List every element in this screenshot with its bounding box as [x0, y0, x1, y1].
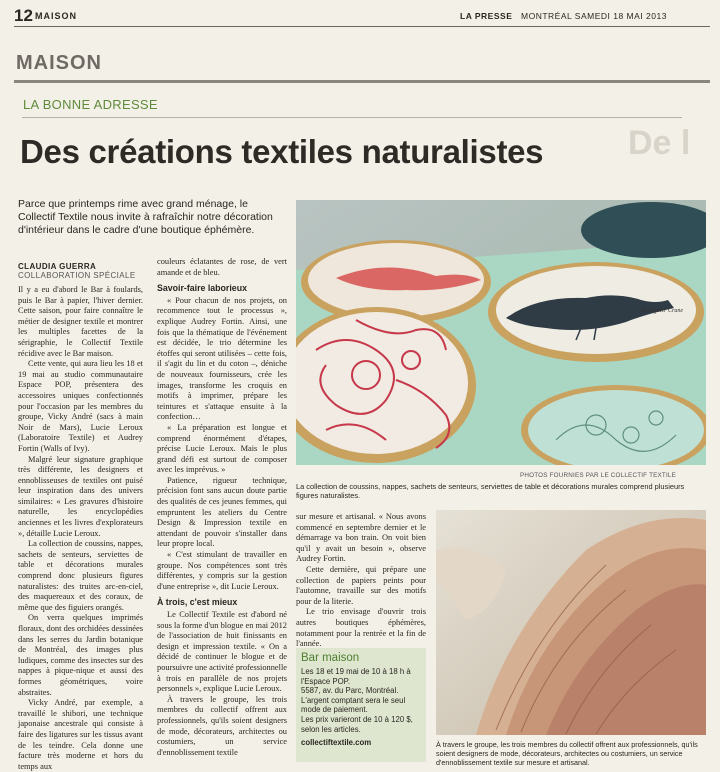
column-3	[296, 512, 426, 650]
page-number: 12	[14, 6, 33, 25]
column-2	[157, 257, 287, 758]
infobox-line: L'argent comptant sera le seul mode de paiement.	[301, 695, 406, 715]
header-section: MAISON	[35, 11, 77, 21]
infobox-title: Bar maison	[301, 652, 360, 664]
paragraph: « La préparation est longue et comprend énormément d'étapes, précise Lucie Leroux. Mais le plus grand défi est surtout de composer avec les imprévus. »	[157, 422, 287, 475]
paragraph: Il y a eu d'abord le Bar à foulards, puis le Bar à papier, l'hiver dernier. Cette saison, pour faire connaître le métier de designer textile et montrer les multiples facettes de la sérigraphie, le Collectif Textile récidive avec le Bar maison.	[18, 285, 143, 358]
photo-fabric-illustration	[436, 510, 706, 735]
kicker: LA BONNE ADRESSE	[23, 97, 158, 112]
headline: Des créations textiles naturalistes	[20, 133, 544, 170]
column-1	[18, 285, 143, 772]
ghost-heading: De l	[628, 124, 691, 162]
paragraph: couleurs éclatantes de rose, de vert amande et de bleu.	[157, 257, 287, 277]
paragraph: « C'est stimulant de travailler en groupe. Nos compétences sont très différentes, y compris sur la gestion d'une entreprise », dit Lucie Leroux.	[157, 550, 287, 591]
paragraph: À travers le groupe, les trois membres du collectif offrent aux professionnels, qu'ils soient designers de mode, décorateurs, architectes ou costumiers, un service d'ennoblissement textile	[157, 694, 287, 757]
hoop-bird-label: Le Figuier Crane	[641, 308, 683, 314]
infobox-line: 5587, av. du Parc, Montréal.	[301, 686, 399, 696]
infobox-line: Les prix varieront de 10 à 120 $, selon les articles.	[301, 714, 413, 734]
paragraph: Le trio envisage d'ouvrir trois autres boutiques éphémères, notamment pour la rentrée et la fin de l'année.	[296, 607, 426, 649]
section-rule	[14, 80, 710, 83]
photo-hoops	[296, 200, 706, 465]
photo-hoops-caption: La collection de coussins, nappes, sachets de senteurs, serviettes de table et décorations murales comprend plusieurs figures naturalistes.	[296, 482, 685, 501]
section-title: MAISON	[16, 52, 102, 74]
photo-fabric-caption: À travers le groupe, les trois membres du collectif offrent aux professionnels, qu'ils soient designers de mode, décorateurs, architectes ou costumiers, un service d'ennoblissement textile sur mesure et artisanal.	[436, 740, 698, 767]
header-publication: LA PRESSE	[460, 11, 513, 21]
paragraph: Cette dernière, qui prépare une collection de papiers peints pour l'automne, travaille sur des motifs pour de la literie.	[296, 564, 426, 606]
paragraph: Malgré leur signature graphique très différente, les designers et ennoblisseuses de textiles ont puisé leur inspiration dans des univers similaires: « Les gravures d'histoire naturelle, les encyclopédies anciennes et les livres d'explorateurs », détaille Lucie Leroux.	[18, 454, 143, 538]
infobox-url: collectiftextile.com	[301, 738, 372, 748]
header-rule	[14, 26, 710, 27]
paragraph: Patience, rigueur technique, précision font sans aucun doute partie des qualités de ces jeunes femmes, qui empruntent les ateliers du Centre Design & Impression textile en attendant de pouvoir s'installer dans leur propre local.	[157, 475, 287, 549]
subheading-a-trois: À trois, c'est mieux	[157, 597, 238, 608]
paragraph: La collection de coussins, nappes, sachets de senteurs, serviettes de table et décorations murales comprend donc plusieurs figures naturalistes: des truites arc-en-ciel, des maquereaux et des coraux, de même que des figuiers orangés.	[18, 539, 143, 612]
infobox	[296, 648, 426, 762]
photo-credit: PHOTOS FOURNIES PAR LE COLLECTIF TEXTILE	[520, 472, 677, 479]
header-date: MONTRÉAL SAMEDI 18 MAI 2013	[521, 11, 667, 21]
paragraph: sur mesure et artisanal. « Nous avons commencé en septembre dernier et le démarrage va bon train. On voit bien qu'il y avait un besoin », observe Audrey Fortin.	[296, 512, 426, 564]
infobox-line: Les 18 et 19 mai de 10 à 18 h à l'Espace POP.	[301, 667, 411, 686]
kicker-rule	[22, 117, 682, 118]
paragraph: Vicky André, par exemple, a travaillé le shibori, une technique japonaise ancestrale qui consiste à faire des ligatures sur les tissus avant de les teindre. Cela donne une facture très moderne et hors du temps aux	[18, 698, 143, 771]
byline-author: CLAUDIA GUERRA	[18, 262, 97, 271]
paragraph: Le Collectif Textile est d'abord né sous la forme d'un blogue en mai 2012 de l'association de huit finissants en design et impression textile. « On a décidé de continuer le blogue et de poursuivre une activité professionnelle à trois en parallèle de nos projets personnels », explique Lucie Leroux.	[157, 610, 288, 694]
byline-role: COLLABORATION SPÉCIALE	[18, 271, 136, 280]
photo-hoops-illustration	[296, 200, 706, 465]
photo-fabric	[436, 510, 706, 735]
paragraph: Cette vente, qui aura lieu les 18 et 19 mai au studio communautaire Espace POP, présentera des accessoires uniques confectionnés pour l'occasion par les membres du groupe, Vicky André (sacs à main Noir de Mars), Lucie Leroux (Laboratoire Textile) et Audrey Fortin (Walls of Ivy).	[18, 359, 143, 453]
paragraph: On verra quelques imprimés floraux, dont des orchidées dessinées dans les serres du Jardin botanique de Montréal, des images plus ludiques, comme des insectes sur des nappes à pique-nique et aussi des formes géométriques, voire abstraites.	[18, 613, 143, 697]
lede: Parce que printemps rime avec grand ménage, le Collectif Textile nous invite à rafraîchir notre décoration d'intérieur dans le cadre d'une boutique éphémère.	[18, 198, 273, 236]
paragraph: « Pour chacun de nos projets, on recommence tout le processus », explique Audrey Fortin. Ainsi, une fois que la thématique de l'événement est décidée, le trio détermine les étoffes qui seront utilisées – cette fois, il s'agit du lin et du coton –, déniche de nouveaux fournisseurs, crée les images, transforme les croquis en motifs à imprimer, prépare les teintures et s'attaque ensuite à la confection…	[157, 295, 287, 422]
subheading-savoir-faire: Savoir-faire laborieux	[157, 283, 247, 294]
